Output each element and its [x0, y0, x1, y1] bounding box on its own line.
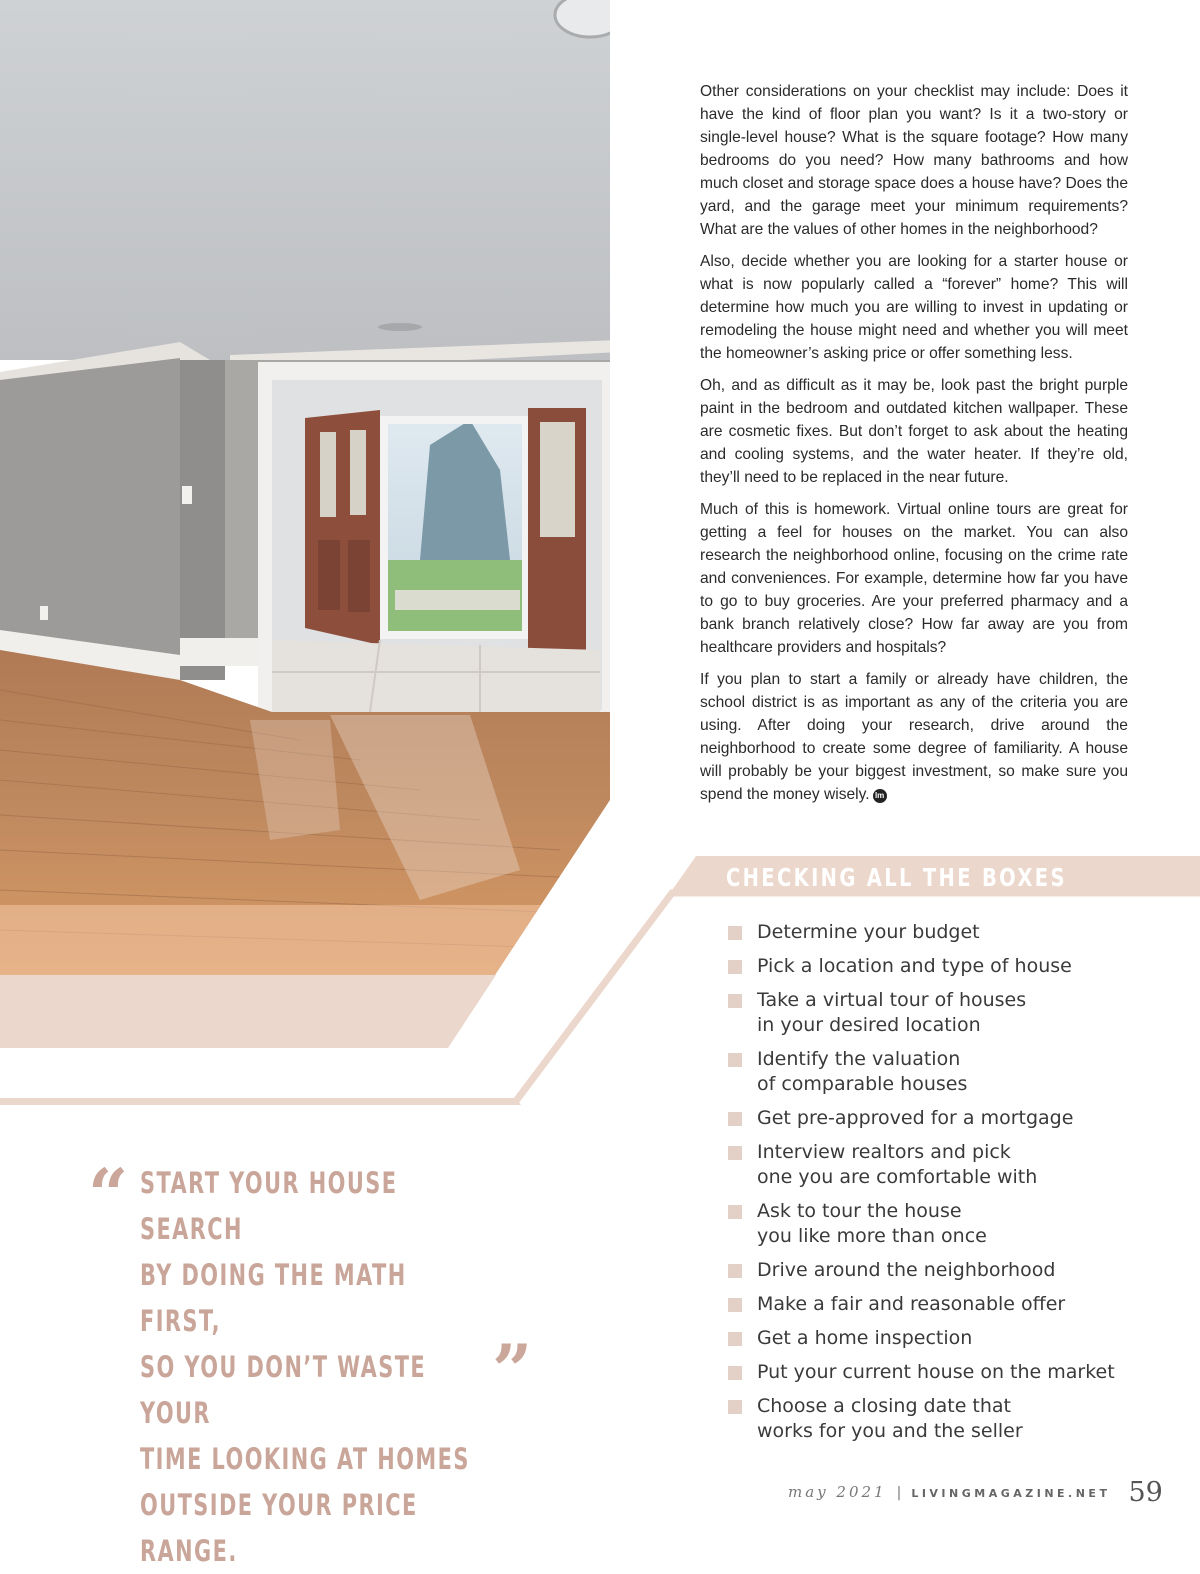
checklist-item-label: Get pre-approved for a mortgage	[757, 1107, 1074, 1129]
issue-date: may 2021	[788, 1483, 887, 1501]
article-paragraph: Also, decide whether you are looking for a starter house or what is now popularly called a “forever” home? This will determine how much you are willing to invest in updating or remodeling the house might need and whether you will meet the homeowner’s asking price or offer something less.	[700, 253, 1128, 362]
checklist-item-label: Pick a location and type of house	[757, 955, 1072, 977]
checklist-item	[726, 1326, 1166, 1351]
checklist-item-label: Put your current house on the market	[757, 1361, 1115, 1383]
checklist-item	[726, 1360, 1166, 1385]
checklist-item-label: Make a fair and reasonable offer	[757, 1293, 1066, 1315]
checklist-item	[726, 1258, 1166, 1283]
checklist-item-label: Drive around the neighborhood	[757, 1259, 1056, 1281]
article-paragraph: If you plan to start a family or already have children, the school district is as important as any of the criteria you are using. After doing your research, drive around the neighborhood to create some degree of familiarity. A house will probably be your biggest investment, so make sure you spend the money wisely.	[700, 671, 1128, 803]
checkbox-icon	[728, 960, 742, 974]
article-paragraph: Much of this is homework. Virtual online tours are great for getting a feel for houses on the market. You can also research the neighborhood online, focusing on the crime rate and conveniences. For example, determine how far you have to go to buy groceries. Are your preferred pharmacy and a bank branch relatively close? How far away are you from healthcare providers and hospitals?	[700, 501, 1128, 656]
checkbox-icon	[728, 1205, 742, 1219]
checkbox-icon	[728, 1112, 742, 1126]
checklist-item	[726, 1106, 1166, 1131]
checkbox-icon	[728, 1298, 742, 1312]
checkbox-icon	[728, 1366, 742, 1380]
checklist-title: CHECKING ALL THE BOXES	[726, 863, 1067, 892]
checklist-item-label: Determine your budget	[757, 921, 980, 943]
checklist-item-label: Take a virtual tour of houses in your desired location	[757, 989, 1027, 1036]
checkbox-icon	[728, 926, 742, 940]
article-paragraph-last	[700, 668, 1128, 806]
article-body	[700, 80, 1128, 815]
checklist-item	[726, 1047, 1166, 1097]
page-footer	[788, 1477, 1163, 1517]
checklist-item	[726, 1199, 1166, 1249]
open-quote-icon: “	[88, 1153, 129, 1236]
checklist-item	[726, 988, 1166, 1038]
checklist-item-label: Identify the valuation of comparable houses	[757, 1048, 968, 1095]
footer-separator: |	[896, 1485, 902, 1501]
article-paragraph: Other considerations on your checklist may include: Does it have the kind of floor plan you want? Is it a two-story or single-level house? What is the square footage? How many bedrooms do you need? How many bathrooms and how much closet and storage space does a house have? Does the yard, and the garage meet your minimum requirements? What are the values of other homes in the neighborhood?	[700, 83, 1128, 238]
pull-quote: START YOUR HOUSE SEARCH BY DOING THE MATH FIRST, SO YOU DON’T WASTE YOUR TIME LOOKING AT HOMES OUTSIDE YOUR PRICE RANGE.	[140, 1166, 470, 1568]
magazine-website: LIVINGMAGAZINE.NET	[911, 1487, 1111, 1500]
checklist-item	[726, 1394, 1166, 1444]
checklist	[726, 920, 1166, 1453]
checklist-item	[726, 920, 1166, 945]
close-quote-icon: ”	[492, 1329, 533, 1412]
checkbox-icon	[728, 1400, 742, 1414]
checklist-item	[726, 1140, 1166, 1190]
checklist-item	[726, 954, 1166, 979]
checkbox-icon	[728, 1332, 742, 1346]
checkbox-icon	[728, 1146, 742, 1160]
checkbox-icon	[728, 1264, 742, 1278]
checkbox-icon	[728, 994, 742, 1008]
checklist-item-label: Ask to tour the house you like more than once	[757, 1200, 987, 1247]
page-number: 59	[1128, 1477, 1163, 1508]
end-mark-icon: lm	[873, 789, 887, 803]
checkbox-icon	[728, 1053, 742, 1067]
checklist-item-label: Interview realtors and pick one you are comfortable with	[757, 1141, 1038, 1188]
article-paragraph: Oh, and as difficult as it may be, look past the bright purple paint in the bedroom and outdated kitchen wallpaper. These are cosmetic fixes. But don’t forget to ask about the heating and cooling systems, and the water heater. If they’re old, they’ll need to be replaced in the near future.	[700, 377, 1128, 486]
checklist-item-label: Get a home inspection	[757, 1327, 973, 1349]
checklist-item	[726, 1292, 1166, 1317]
checklist-item-label: Choose a closing date that works for you and the seller	[757, 1395, 1023, 1442]
